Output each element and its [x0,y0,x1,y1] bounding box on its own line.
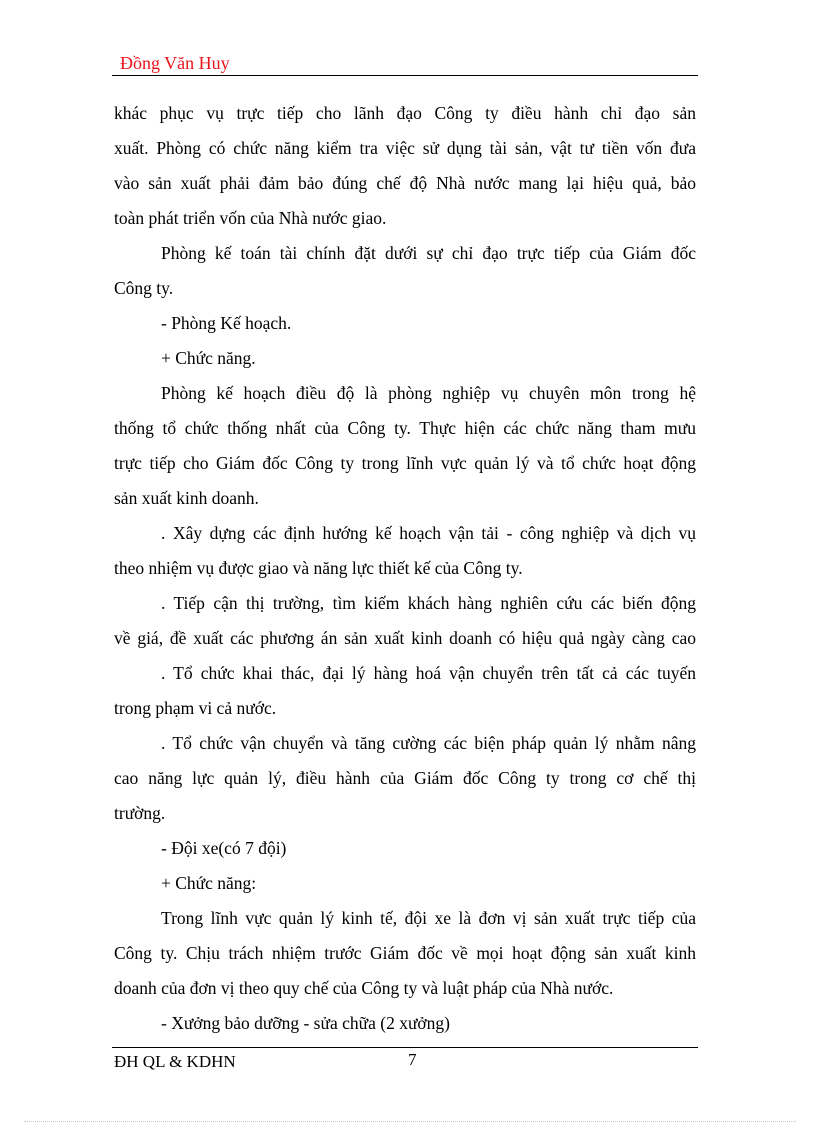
section-heading: - Xưởng bảo dưỡng - sửa chữa (2 xưởng) [161,1013,451,1033]
body-line: trực tiếp cho Giám đốc Công ty trong lĩnh vực quản lý và tổ chức hoạt động [114,453,696,473]
body-line: khác phục vụ trực tiếp cho lãnh đạo Công ty điều hành chỉ đạo sản [114,103,696,123]
body-line: . Tổ chức khai thác, đại lý hàng hoá vận chuyển trên tất cả các tuyến [161,663,696,683]
section-heading: - Phòng Kế hoạch. [161,313,292,333]
sub-heading: + Chức năng. [161,348,256,368]
body-line: vào sản xuất phải đảm bảo đúng chế độ Nhà nước mang lại hiệu quả, bảo [114,173,696,193]
body-line: . Xây dựng các định hướng kế hoạch vận tải - công nghiệp và dịch vụ [161,523,696,543]
body-line: Phòng kế toán tài chính đặt dưới sự chỉ đạo trực tiếp của Giám đốc [161,243,696,263]
body-line: Công ty. [114,278,174,298]
page-number: 7 [408,1050,417,1069]
body-line: sản xuất kinh doanh. [114,488,259,508]
header-rule [112,75,698,76]
body-line: trong phạm vi cả nước. [114,698,277,718]
body-line: xuất. Phòng có chức năng kiểm tra việc sử dụng tài sản, vật tư tiền vốn đưa [114,138,696,158]
section-heading: - Đội xe(có 7 đội) [161,838,287,858]
body-line: doanh của đơn vị theo quy chế của Công ty và luật pháp của Nhà nước. [114,978,614,998]
page-boundary [24,1121,796,1122]
body-line: toàn phát triển vốn của Nhà nước giao. [114,208,387,228]
header-author: Đồng Văn Huy [120,53,230,73]
body-line: . Tiếp cận thị trường, tìm kiếm khách hàng nghiên cứu các biến động [161,593,696,613]
body-line: . Tổ chức vận chuyển và tăng cường các biện pháp quản lý nhằm nâng [161,733,696,753]
footer-text: ĐH QL & KDHN [114,1052,236,1071]
body-line: Phòng kế hoạch điều độ là phòng nghiệp vụ chuyên môn trong hệ [161,383,696,403]
body-line: Công ty. Chịu trách nhiệm trước Giám đốc về mọi hoạt động sản xuất kinh [114,943,696,963]
sub-heading: + Chức năng: [161,873,257,893]
document-body [114,96,696,1041]
footer-rule [112,1047,698,1048]
body-line: theo nhiệm vụ được giao và năng lực thiết kế của Công ty. [114,558,523,578]
body-line: Trong lĩnh vực quản lý kinh tế, đội xe là đơn vị sản xuất trực tiếp của [161,908,696,928]
body-line: thống tổ chức thống nhất của Công ty. Thực hiện các chức năng tham mưu [114,418,696,438]
body-line: về giá, đề xuất các phương án sản xuất kinh doanh có hiệu quả ngày càng cao [114,628,696,648]
body-line: cao năng lực quản lý, điều hành của Giám đốc Công ty trong cơ chế thị [114,768,696,788]
body-line: trường. [114,803,166,823]
